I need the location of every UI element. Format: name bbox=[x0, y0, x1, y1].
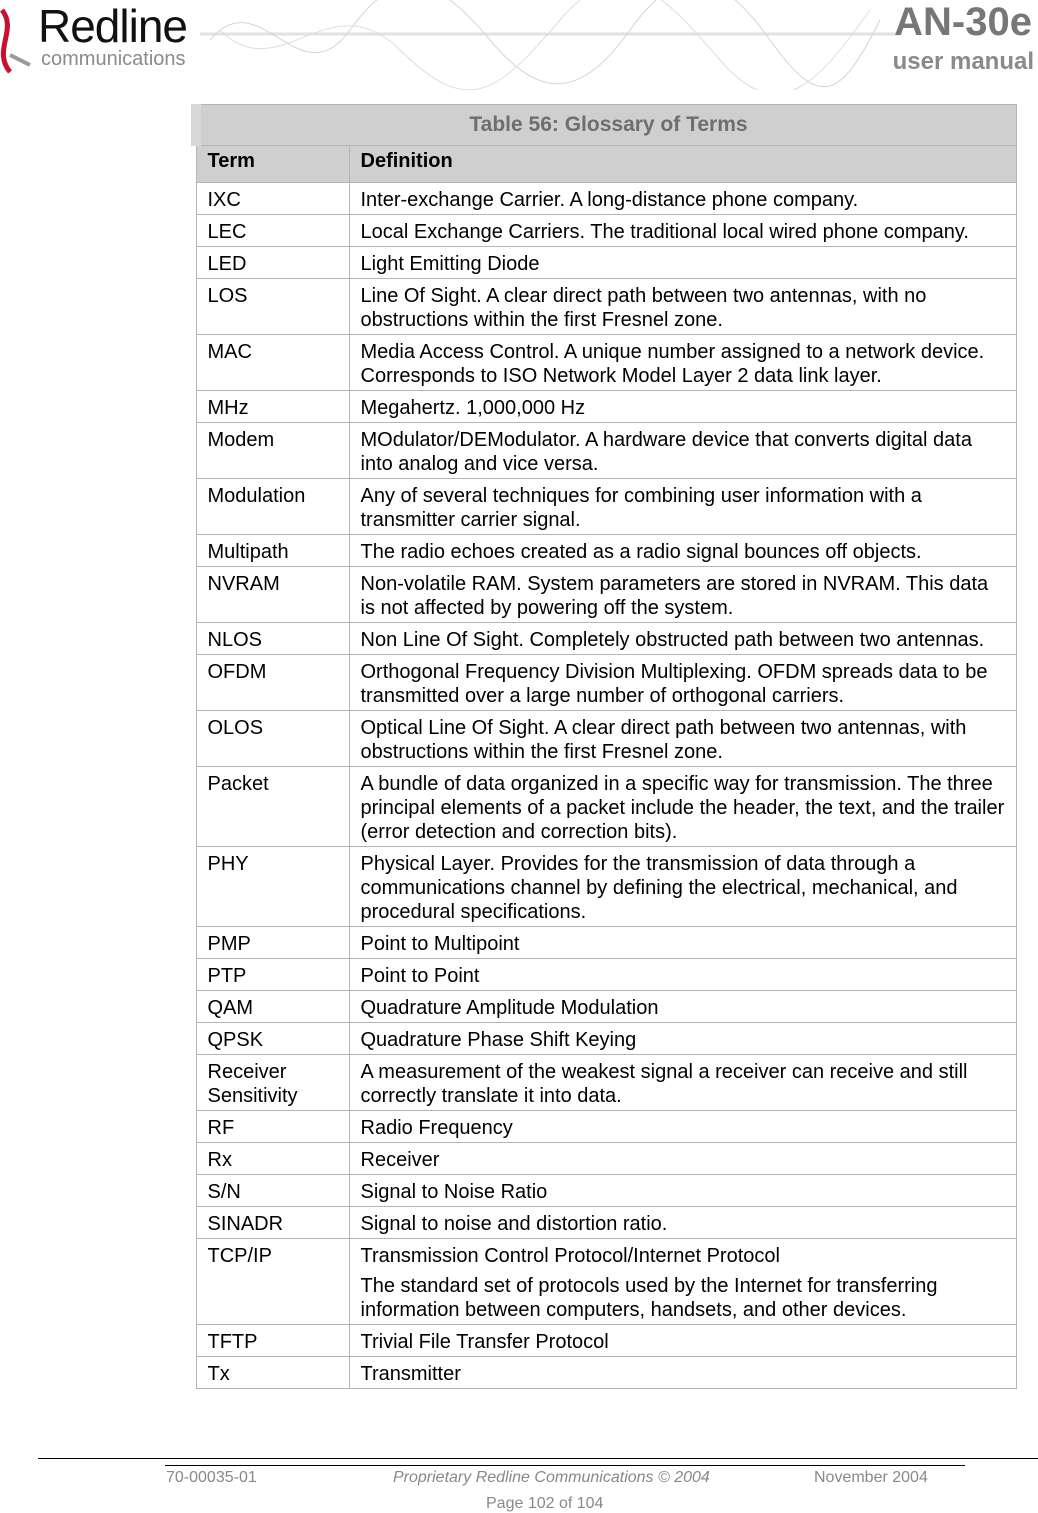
table-row bbox=[196, 1111, 1017, 1143]
term-cell: PHY bbox=[196, 847, 349, 927]
definition-cell bbox=[349, 183, 1017, 215]
definition-text: Quadrature Amplitude Modulation bbox=[360, 997, 659, 1019]
term-cell: QAM bbox=[196, 991, 349, 1023]
definition-cell bbox=[349, 847, 1017, 927]
definition-text: Receiver bbox=[360, 1149, 440, 1171]
footer-proprietary: Proprietary Redline Communications © 2004 bbox=[393, 1469, 710, 1486]
definition-text: Light Emitting Diode bbox=[360, 253, 540, 275]
definition-cell bbox=[349, 959, 1017, 991]
definition-cell bbox=[349, 567, 1017, 623]
table-row bbox=[196, 1023, 1017, 1055]
term-cell: Tx bbox=[196, 1357, 349, 1389]
footer-doc-number: 70-00035-01 bbox=[166, 1469, 257, 1486]
term-cell: OFDM bbox=[196, 655, 349, 711]
term-cell: Receiver Sensitivity bbox=[196, 1055, 349, 1111]
term-cell: RF bbox=[196, 1111, 349, 1143]
page-header bbox=[0, 0, 1038, 90]
definition-text: Optical Line Of Sight. A clear direct path between two antennas, with obstructions within the first Fresnel zone. bbox=[360, 717, 967, 763]
definition-cell bbox=[349, 1023, 1017, 1055]
definition-text: Orthogonal Frequency Division Multiplexing. OFDM spreads data to be transmitted over a large number of orthogonal carriers. bbox=[360, 661, 988, 707]
definition-text: Point to Point bbox=[360, 965, 480, 987]
term-cell: LED bbox=[196, 247, 349, 279]
definition-text: Point to Multipoint bbox=[360, 933, 520, 955]
term-cell: Multipath bbox=[196, 535, 349, 567]
definition-text: Physical Layer. Provides for the transmission of data through a communications channel by defining the electrical, mechanical, and procedural specifications. bbox=[360, 853, 958, 923]
term-cell: PTP bbox=[196, 959, 349, 991]
definition-cell bbox=[349, 1239, 1017, 1325]
table-row bbox=[196, 215, 1017, 247]
term-cell: Modulation bbox=[196, 479, 349, 535]
definition-text: A bundle of data organized in a specific way for transmission. The three principal elements of a packet include the header, the text, and the trailer (error detection and correction bits). bbox=[360, 773, 1005, 843]
definition-cell bbox=[349, 479, 1017, 535]
table-row bbox=[196, 847, 1017, 927]
table-row bbox=[196, 1207, 1017, 1239]
table-row bbox=[196, 711, 1017, 767]
table-row bbox=[196, 623, 1017, 655]
term-cell: IXC bbox=[196, 183, 349, 215]
definition-cell bbox=[349, 1207, 1017, 1239]
logo-subtitle: communications bbox=[41, 48, 186, 70]
definition-text: Line Of Sight. A clear direct path between two antennas, with no obstructions within the first Fresnel zone. bbox=[360, 285, 927, 331]
term-cell: SINADR bbox=[196, 1207, 349, 1239]
table-row bbox=[196, 767, 1017, 847]
table-row bbox=[196, 1055, 1017, 1111]
table-row bbox=[196, 1357, 1017, 1389]
definition-text: Local Exchange Carriers. The traditional local wired phone company. bbox=[360, 221, 969, 243]
table-row bbox=[196, 423, 1017, 479]
definition-text: Any of several techniques for combining user information with a transmitter carrier signal. bbox=[360, 485, 922, 531]
definition-cell bbox=[349, 391, 1017, 423]
term-cell: OLOS bbox=[196, 711, 349, 767]
footer-divider-inner bbox=[165, 1465, 965, 1466]
term-cell: Modem bbox=[196, 423, 349, 479]
term-cell: Packet bbox=[196, 767, 349, 847]
definition-cell bbox=[349, 767, 1017, 847]
definition-text: Inter-exchange Carrier. A long-distance phone company. bbox=[360, 189, 859, 211]
table-row bbox=[196, 1325, 1017, 1357]
term-cell: NVRAM bbox=[196, 567, 349, 623]
definition-cell bbox=[349, 1175, 1017, 1207]
table-row bbox=[196, 959, 1017, 991]
term-cell: TCP/IP bbox=[196, 1239, 349, 1325]
definition-text: Transmitter bbox=[360, 1363, 461, 1385]
term-cell: QPSK bbox=[196, 1023, 349, 1055]
definition-cell bbox=[349, 1357, 1017, 1389]
definition-text: A measurement of the weakest signal a receiver can receive and still correctly translate it into data. bbox=[360, 1061, 968, 1107]
definition-text: Megahertz. 1,000,000 Hz bbox=[360, 397, 586, 419]
definition-cell bbox=[349, 247, 1017, 279]
definition-cell bbox=[349, 1111, 1017, 1143]
definition-text: Quadrature Phase Shift Keying bbox=[360, 1029, 637, 1051]
definition-cell bbox=[349, 991, 1017, 1023]
table-row bbox=[196, 1143, 1017, 1175]
definition-cell bbox=[349, 711, 1017, 767]
definition-cell bbox=[349, 423, 1017, 479]
definition-cell bbox=[349, 215, 1017, 247]
definition-text: Trivial File Transfer Protocol bbox=[360, 1331, 609, 1353]
definition-cell bbox=[349, 623, 1017, 655]
term-cell: TFTP bbox=[196, 1325, 349, 1357]
term-cell: NLOS bbox=[196, 623, 349, 655]
footer-page-number: Page 102 of 104 bbox=[486, 1495, 604, 1512]
manual-label: user manual bbox=[892, 48, 1034, 75]
term-cell: LOS bbox=[196, 279, 349, 335]
table-row bbox=[196, 279, 1017, 335]
definition-text: Non Line Of Sight. Completely obstructed path between two antennas. bbox=[360, 629, 985, 651]
definition-text: Radio Frequency bbox=[360, 1117, 513, 1139]
term-cell: LEC bbox=[196, 215, 349, 247]
product-name: AN-30e bbox=[894, 0, 1032, 44]
term-cell: PMP bbox=[196, 927, 349, 959]
definition-cell bbox=[349, 1325, 1017, 1357]
definition-text: The radio echoes created as a radio signal bounces off objects. bbox=[360, 541, 922, 563]
column-header-definition: Definition bbox=[349, 146, 1017, 183]
definition-cell bbox=[349, 927, 1017, 959]
table-row bbox=[196, 335, 1017, 391]
definition-text: Transmission Control Protocol/Internet Protocol bbox=[360, 1245, 780, 1267]
table-row bbox=[196, 479, 1017, 535]
term-cell: MHz bbox=[196, 391, 349, 423]
definition-cell bbox=[349, 335, 1017, 391]
definition-text: Signal to noise and distortion ratio. bbox=[360, 1213, 668, 1235]
table-row bbox=[196, 567, 1017, 623]
definition-cell bbox=[349, 1055, 1017, 1111]
definition-cell bbox=[349, 279, 1017, 335]
definition-cell bbox=[349, 1143, 1017, 1175]
table-row bbox=[196, 655, 1017, 711]
table-row bbox=[196, 247, 1017, 279]
term-cell: MAC bbox=[196, 335, 349, 391]
column-header-term: Term bbox=[196, 146, 349, 183]
definition-text: Signal to Noise Ratio bbox=[360, 1181, 548, 1203]
footer-divider bbox=[38, 1458, 1038, 1459]
definition-text: Media Access Control. A unique number assigned to a network device. Corresponds to ISO Network Model Layer 2 data link layer. bbox=[360, 341, 985, 387]
glossary-table bbox=[191, 104, 1017, 1389]
definition-cell bbox=[349, 655, 1017, 711]
table-row bbox=[196, 391, 1017, 423]
table-title: Table 56: Glossary of Terms bbox=[196, 105, 1017, 146]
term-cell: Rx bbox=[196, 1143, 349, 1175]
definition-text: Non-volatile RAM. System parameters are stored in NVRAM. This data is not affected by powering off the system. bbox=[360, 573, 989, 619]
table-row bbox=[196, 991, 1017, 1023]
definition-text: MOdulator/DEModulator. A hardware device that converts digital data into analog and vice versa. bbox=[360, 429, 972, 475]
table-row bbox=[196, 927, 1017, 959]
term-cell: S/N bbox=[196, 1175, 349, 1207]
table-row bbox=[196, 1239, 1017, 1325]
table-row bbox=[196, 535, 1017, 567]
table-row bbox=[196, 1175, 1017, 1207]
definition-text-extra: The standard set of protocols used by the Internet for transferring information between computers, handsets, and other devices. bbox=[360, 1275, 938, 1321]
definition-cell bbox=[349, 535, 1017, 567]
table-row bbox=[196, 183, 1017, 215]
logo-wordmark: Redline bbox=[38, 0, 187, 52]
footer-date: November 2004 bbox=[814, 1469, 928, 1486]
